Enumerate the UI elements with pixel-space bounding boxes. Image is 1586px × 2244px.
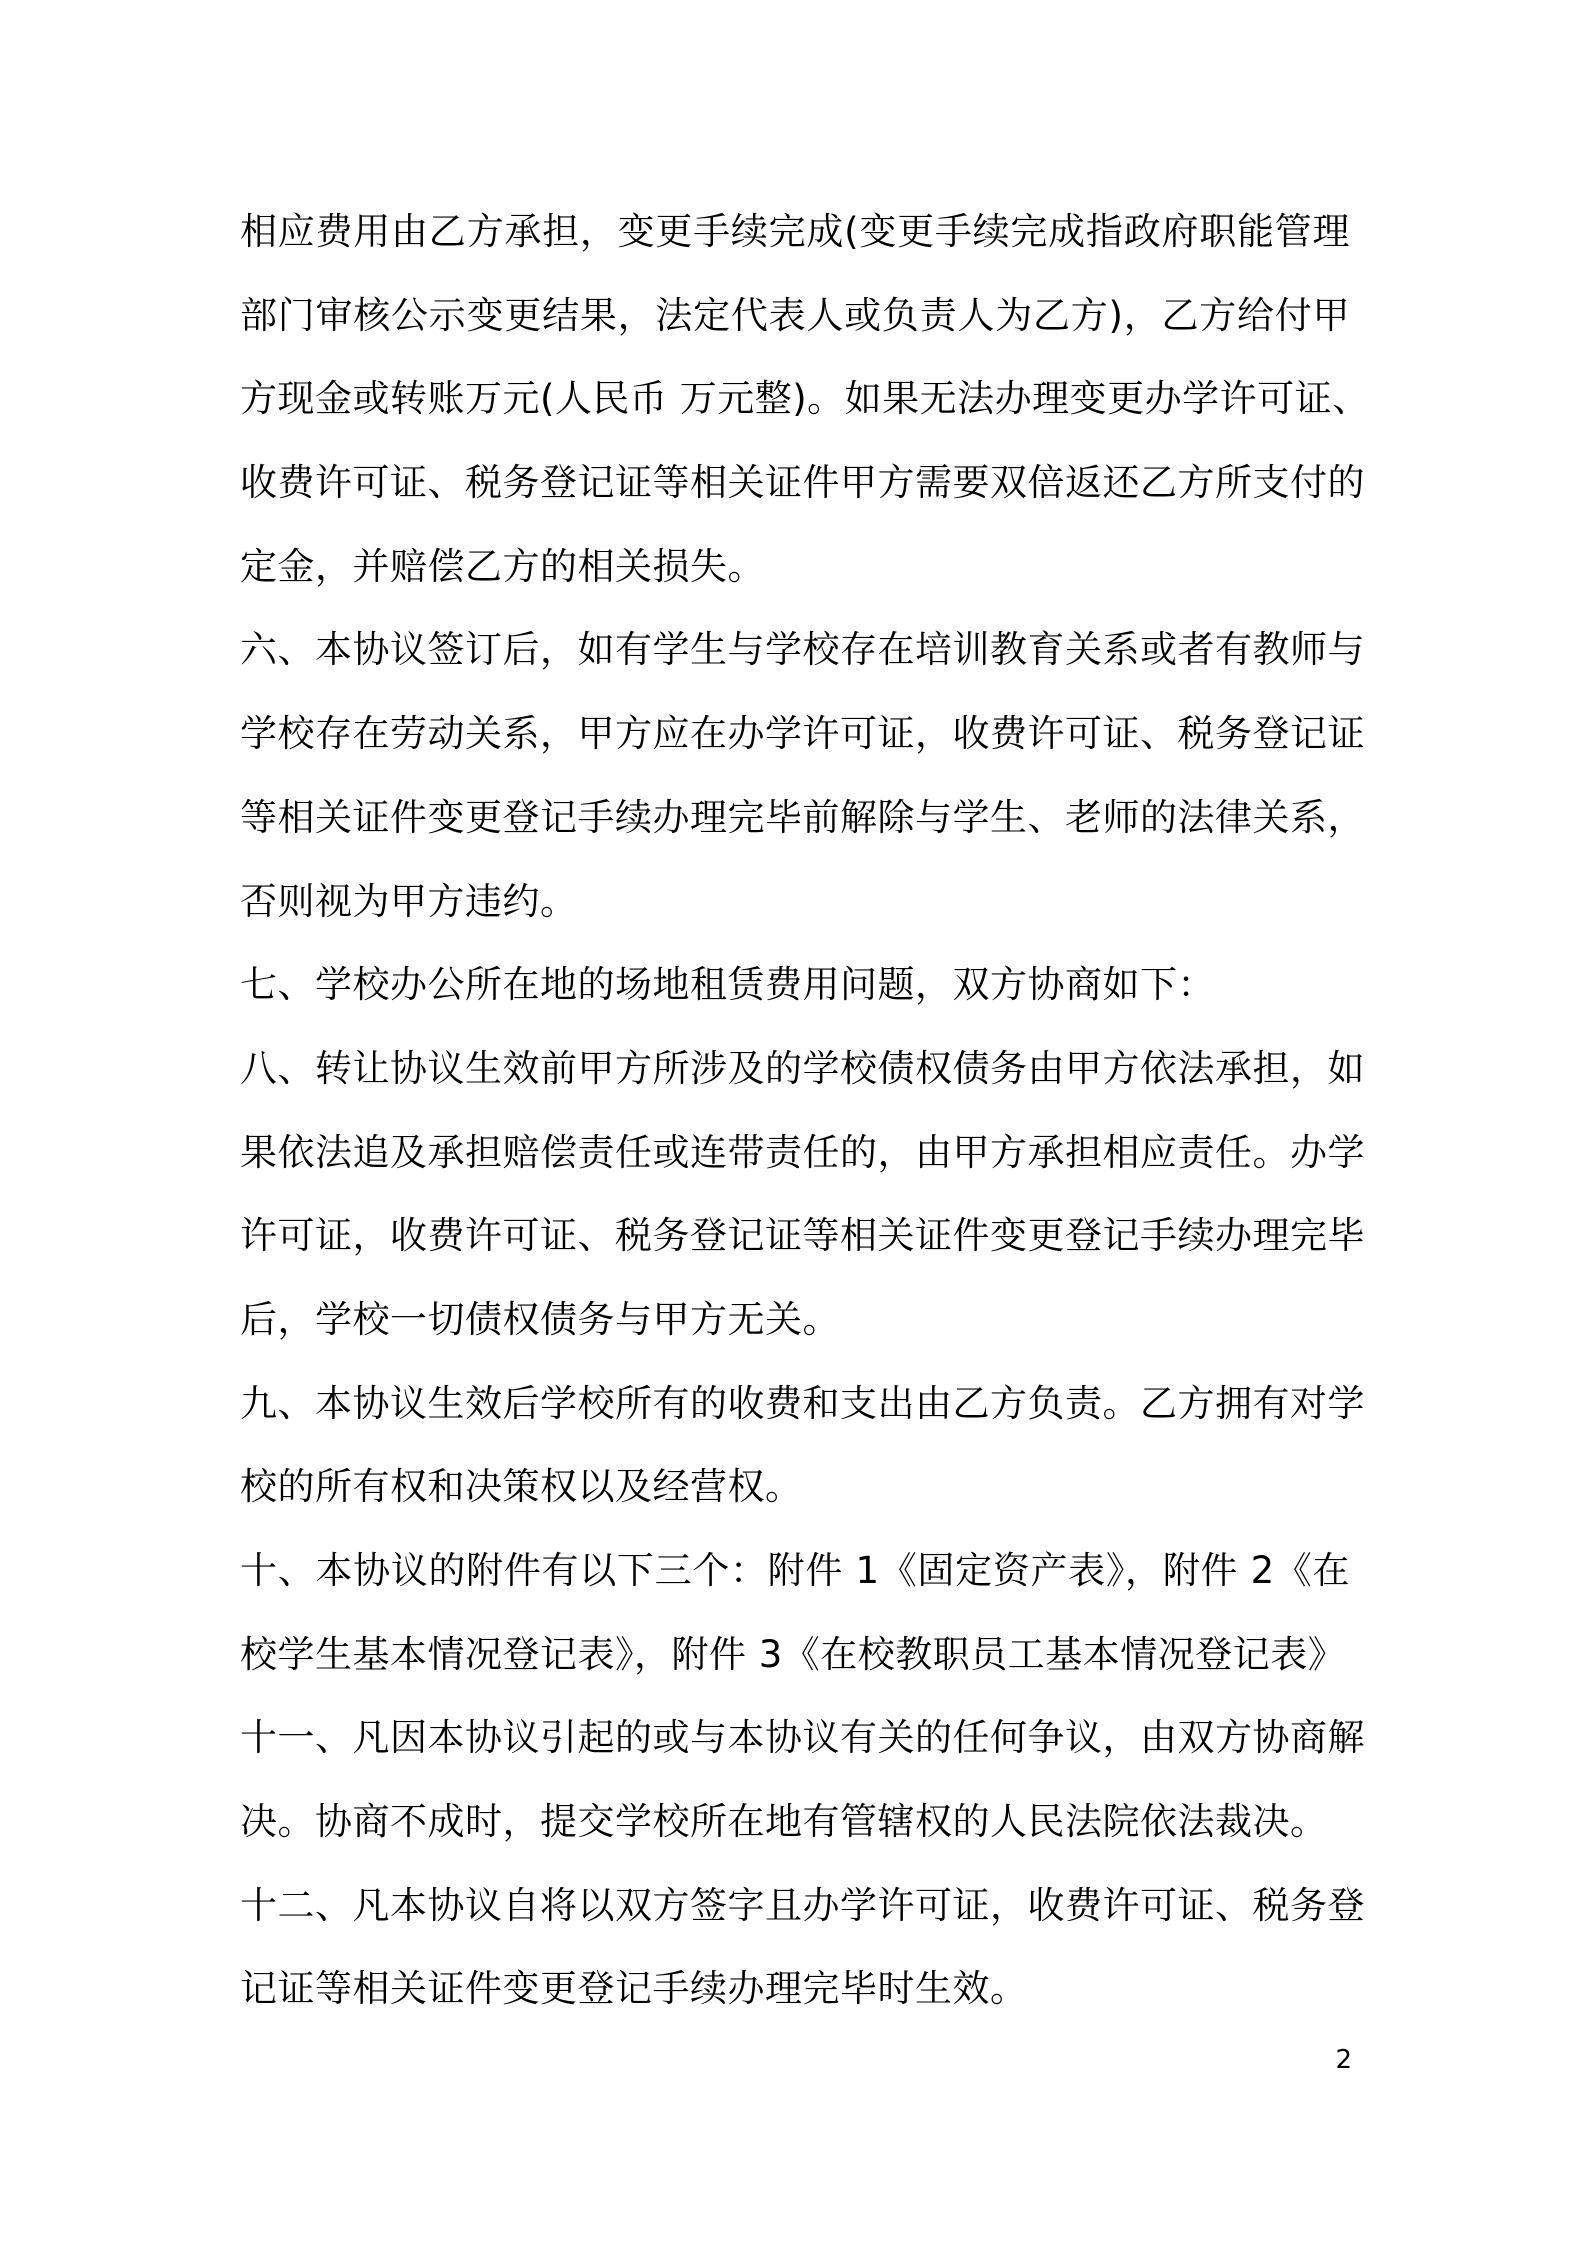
- text-line: 八、转让协议生效前甲方所涉及的学校债权债务由甲方依法承担，如: [240, 1046, 1365, 1090]
- text-line: 十、本协议的附件有以下三个：附件 1《固定资产表》，附件 2《在: [240, 1549, 1350, 1592]
- text-line: 九、本协议生效后学校所有的收费和支出由乙方负责。乙方拥有对学: [240, 1381, 1365, 1425]
- page-number: 2: [1335, 2045, 1352, 2075]
- text-line: 后，学校一切债权债务与甲方无关。: [240, 1297, 840, 1341]
- text-line: 校学生基本情况登记表》，附件 3《在校教职员工基本情况登记表》: [240, 1632, 1346, 1676]
- text-line: 果依法追及承担赔偿责任或连带责任的，由甲方承担相应责任。办学: [240, 1130, 1365, 1174]
- text-line: 六、本协议签订后，如有学生与学校存在培训教育关系或者有教师与: [240, 628, 1365, 672]
- text-line: 定金，并赔偿乙方的相关损失。: [240, 544, 765, 588]
- text-line: 许可证，收费许可证、税务登记证等相关证件变更登记手续办理完毕: [240, 1214, 1365, 1258]
- text-line: 七、学校办公所在地的场地租赁费用问题，双方协商如下：: [240, 963, 1215, 1007]
- text-line: 决。协商不成时，提交学校所在地有管辖权的人民法院依法裁决。: [240, 1800, 1328, 1844]
- text-line: 十二、凡本协议自将以双方签字且办学许可证，收费许可证、税务登: [240, 1883, 1365, 1927]
- document-body: [240, 190, 1370, 2031]
- text-line: 学校存在劳动关系，甲方应在办学许可证，收费许可证、税务登记证: [240, 712, 1365, 756]
- text-line: 方现金或转账万元(人民币 万元整)。如果无法办理变更办学许可证、: [240, 377, 1370, 421]
- text-line: 部门审核公示变更结果，法定代表人或负责人为乙方)，乙方给付甲: [240, 293, 1350, 337]
- text-line: 等相关证件变更登记手续办理完毕前解除与学生、老师的法律关系，: [240, 795, 1365, 839]
- text-line: 否则视为甲方违约。: [240, 879, 578, 923]
- text-line: 校的所有权和决策权以及经营权。: [240, 1465, 803, 1509]
- text-line: 相应费用由乙方承担，变更手续完成(变更手续完成指政府职能管理: [240, 210, 1350, 253]
- text-line: 收费许可证、税务登记证等相关证件甲方需要双倍返还乙方所支付的: [240, 461, 1365, 505]
- text-line: 十一、凡因本协议引起的或与本协议有关的任何争议，由双方协商解: [240, 1716, 1365, 1760]
- text-line: 记证等相关证件变更登记手续办理完毕时生效。: [240, 1967, 1028, 2011]
